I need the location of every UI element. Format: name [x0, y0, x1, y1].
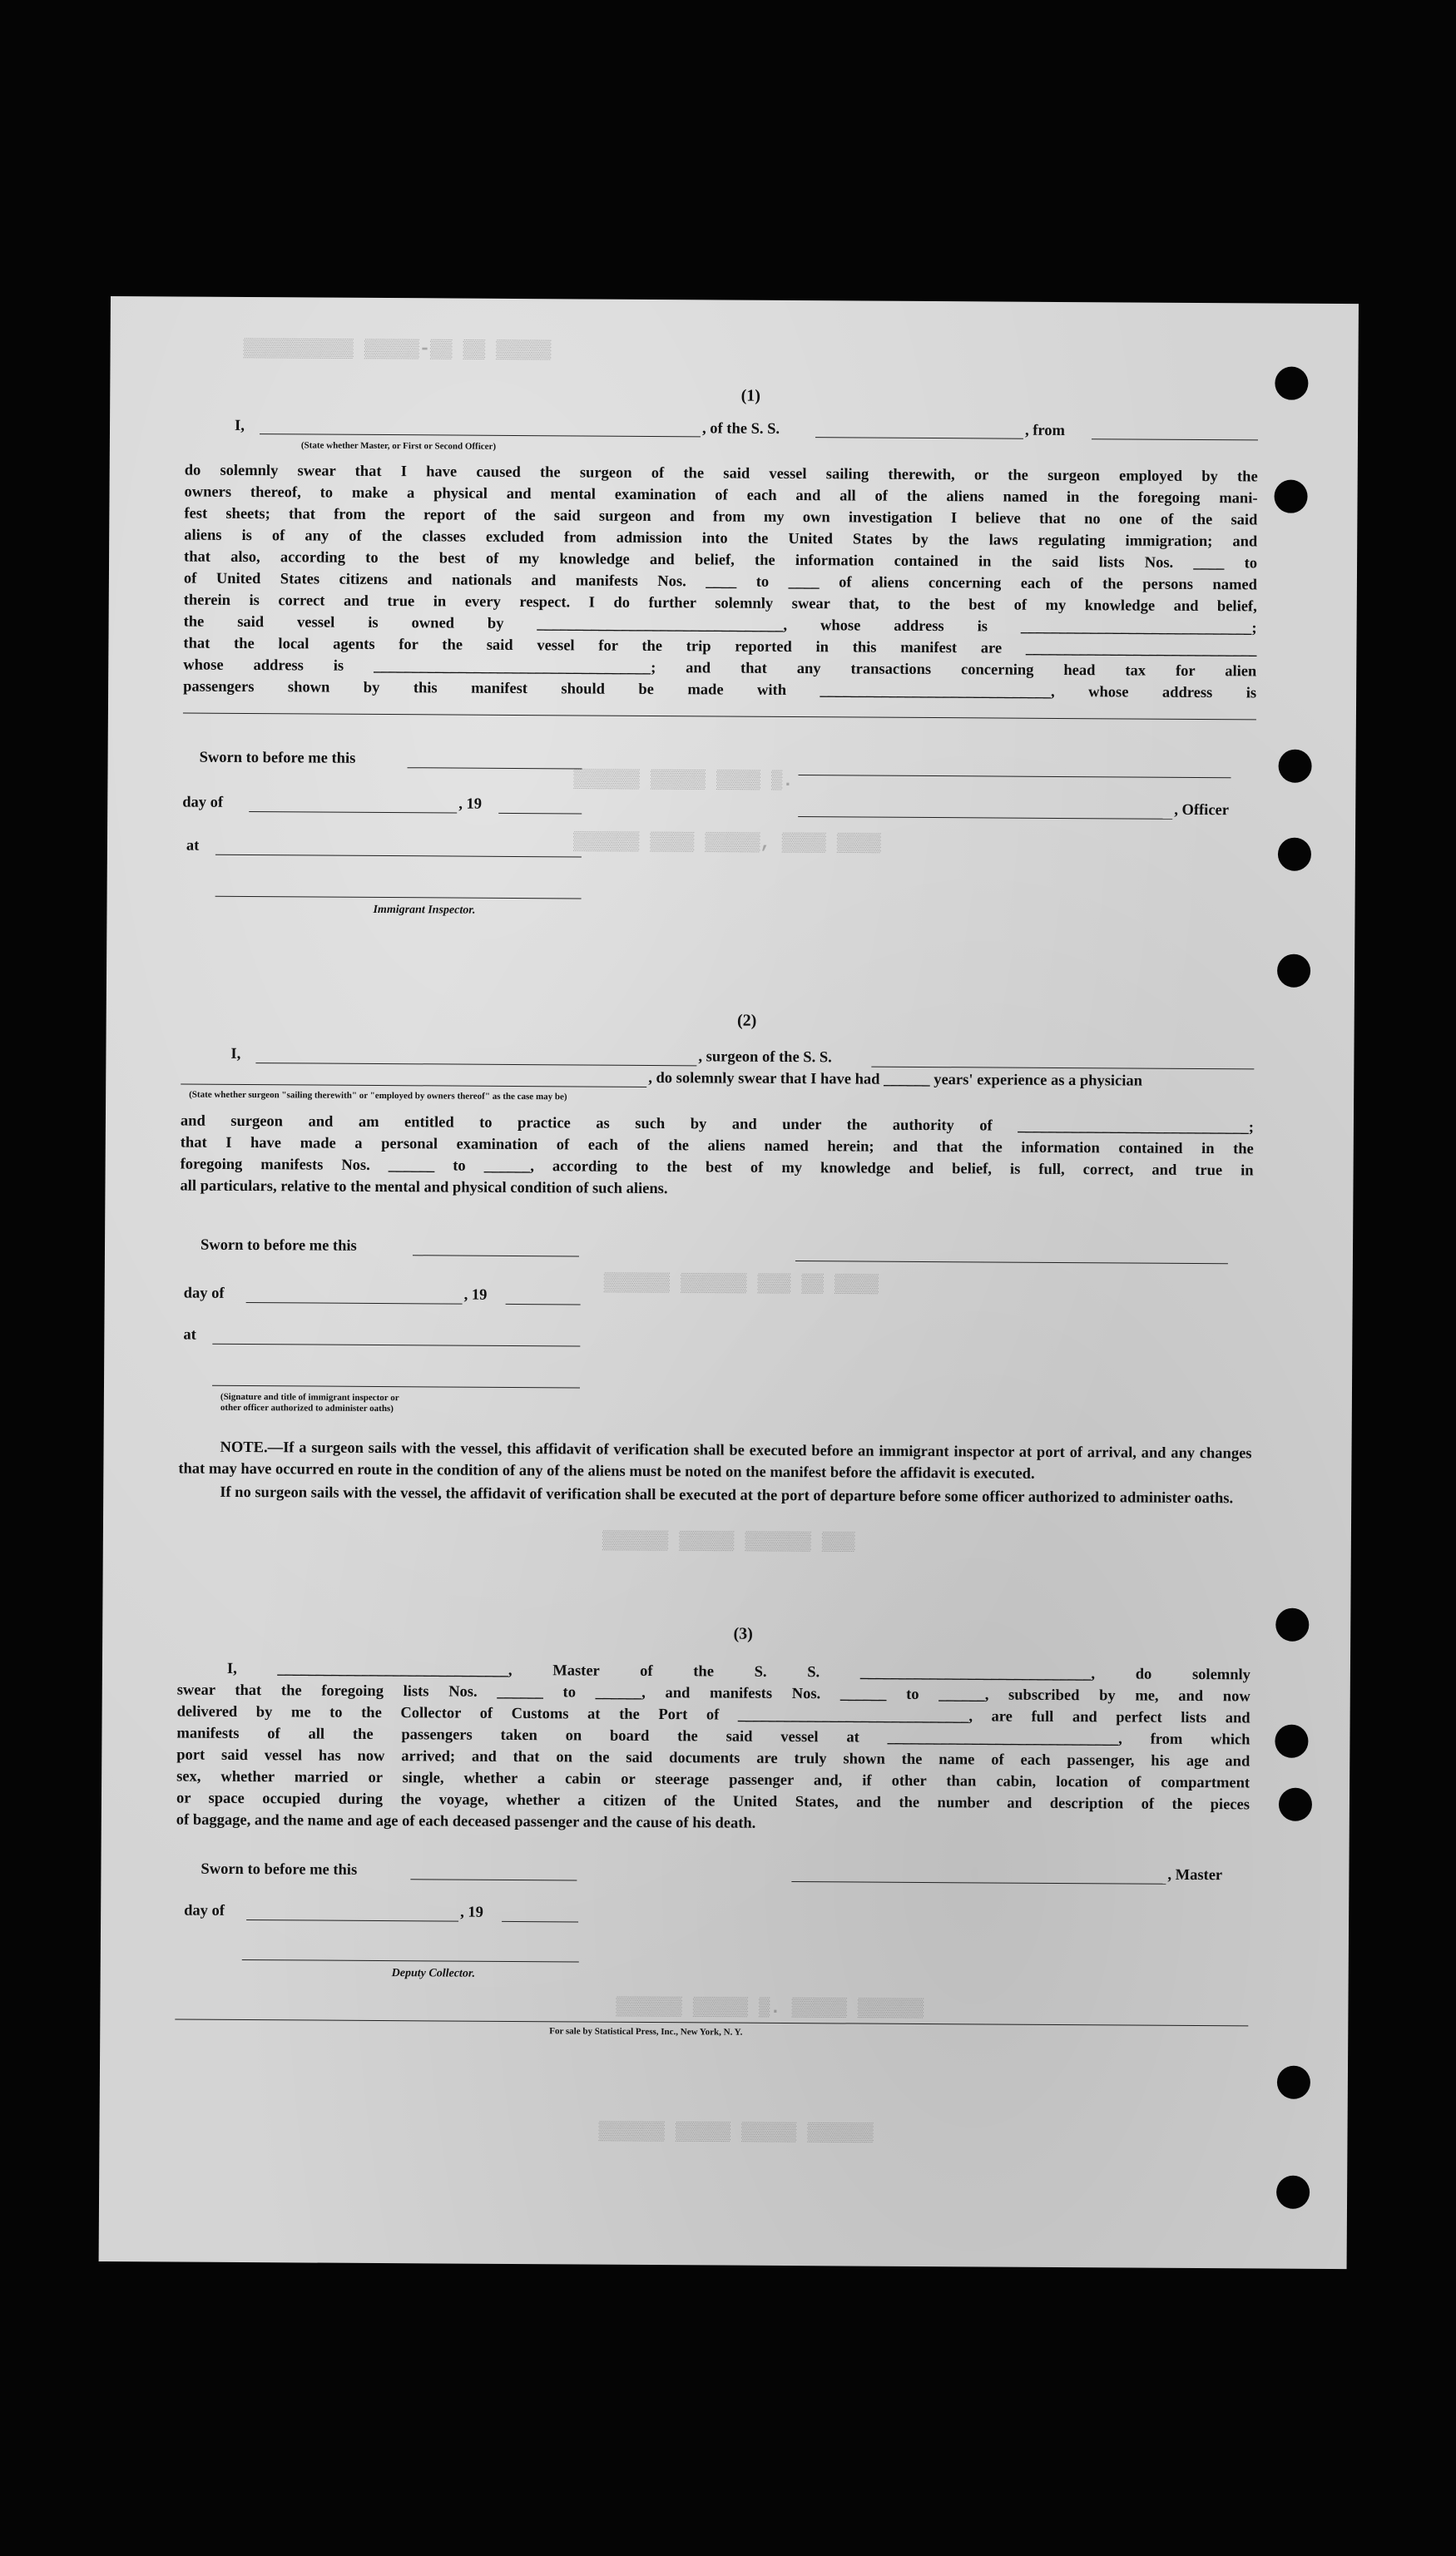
printer-imprint: For sale by Statistical Press, Inc., New York, N. Y. [549, 2026, 743, 2038]
punch-hole [1274, 480, 1307, 513]
s3-year-label: , 19 [460, 1904, 483, 1921]
s1-ss-label: , of the S. S. [701, 420, 780, 438]
s2-right-blank [795, 1261, 1228, 1264]
s3-sworn-blank [410, 1879, 577, 1880]
oath-line: aliens is of any of the classes excluded from admission into the United States by the laws regulating immigration; and [184, 527, 1258, 551]
oath-line: passengers shown by this manifest should be made with ______________________________, whose address is [183, 678, 1257, 702]
section-number: (3) [733, 1624, 753, 1643]
bottom-rule [175, 2019, 1248, 2027]
oath-line: I, ______________________________, Master of the S. S. ______________________________, do solemnly [226, 1660, 1250, 1684]
s1-name-blank [260, 433, 701, 437]
s2-signature-caption [220, 1392, 399, 1414]
section-number: (1) [740, 386, 761, 405]
oath-line: swear that the foregoing lists Nos. ______ to ______, and manifests Nos. ______ to ______, subscribed by me, and now [176, 1682, 1250, 1706]
s2-year-label: , 19 [463, 1286, 488, 1304]
s3-collector-caption: Deputy Collector. [391, 1967, 476, 1980]
s3-master-blank [791, 1881, 1166, 1885]
s3-day-label: day of [184, 1902, 225, 1919]
s1-day-blank [249, 811, 457, 814]
caption-line: (Signature and title of immigrant inspector or [220, 1391, 399, 1404]
s2-oath-text [180, 1111, 1254, 1204]
oath-line: all particulars, relative to the mental and physical condition of such aliens. [180, 1177, 668, 1198]
s3-day-blank [246, 1919, 458, 1922]
punch-hole [1277, 2066, 1310, 2099]
s1-oath-text [183, 460, 1258, 705]
s1-inspector-caption: Immigrant Inspector. [373, 903, 476, 917]
s3-collector-signature-line [242, 1959, 579, 1962]
oath-line: delivered by me to the Collector of Customs at the Port of ______________________________, are full and perfect lists and [176, 1703, 1250, 1727]
oath-line: foregoing manifests Nos. ______ to ______, according to the best of my knowledge and belief, is full, correct, and true in [180, 1156, 1254, 1180]
s2-signature-line [212, 1385, 580, 1389]
s2-at-blank [212, 1344, 580, 1347]
punch-hole [1278, 838, 1311, 871]
punch-hole [1276, 2176, 1310, 2209]
s2-day-blank [246, 1302, 463, 1305]
s1-from-label: , from [1024, 422, 1066, 440]
bleed-through-texture: ▒▒▒▒▒ ▒▒ ▒▒-▒▒▒▒▒ ▒▒▒▒▒▒▒▒▒▒ [243, 336, 552, 360]
bleed-through-texture: ▒▒▒▒▒▒ ▒▒▒▒▒▒ ▒▒▒ ▒▒ ▒▒▒▒ [603, 1272, 879, 1295]
s1-officer-line-1 [798, 775, 1231, 778]
s1-at-label: at [186, 837, 200, 854]
oath-line: owners thereof, to make a physical and mental examination of each and all of the aliens named in the foregoing mani- [184, 483, 1258, 508]
s2-day-label: day of [183, 1285, 225, 1302]
oath-line: that also, according to the best of my knowledge and belief, the information contained in the said lists Nos. ____ to [184, 548, 1258, 572]
s2-ss-blank [871, 1067, 1254, 1070]
oath-line: whose address is ____________________________________; and that any transactions concerning head tax for alien [183, 656, 1257, 681]
s1-inspector-signature-line [215, 896, 582, 899]
oath-line: therein is correct and true in every respect. I do further solemnly swear that, to the best of my knowledge and belief, [183, 592, 1257, 616]
oath-line: of baggage, and the name and age of each deceased passenger and the cause of his death. [176, 1811, 756, 1832]
bleed-through-texture: ▒▒▒▒▒▒ ▒▒▒▒ ▒▒▒▒▒, ▒▒▒▒ ▒▒▒▒ [572, 831, 881, 854]
s1-at-blank [215, 854, 582, 858]
s2-sworn-label: Sworn to before me this [200, 1236, 357, 1255]
punch-hole [1278, 750, 1311, 783]
s1-address-blank [183, 713, 1256, 721]
oath-line: do solemnly swear that I have caused the surgeon of the said vessel sailing therewith, or the surgeon employed by the [184, 462, 1258, 486]
s2-experience-text: , do solemnly swear that I have had ______ years' experience as a physician [648, 1069, 1143, 1090]
s2-name-blank [255, 1063, 696, 1066]
s1-officer-label: , Officer [1174, 801, 1230, 820]
section-number: (2) [736, 1011, 757, 1030]
s1-year-label: , 19 [458, 795, 483, 813]
s2-year-blank [506, 1304, 581, 1305]
note-paragraph: If no surgeon sails with the vessel, the affidavit of verification shall be executed at the port of departure before some officer authorized to administer oaths. [220, 1484, 1234, 1508]
bleed-through-texture: ▒▒▒▒▒▒ ▒▒▒▒▒ ▒▒▒▒ ▒. [573, 769, 794, 792]
oath-line: manifests of all the passengers taken on board the said vessel at ______________________________, from which [176, 1725, 1250, 1749]
s3-sworn-label: Sworn to before me this [201, 1860, 358, 1879]
oath-line: that I have made a personal examination of each of the aliens named herein; and that the information contained in the [180, 1134, 1254, 1158]
s1-ss-blank [815, 437, 1023, 439]
punch-hole [1275, 1725, 1308, 1758]
s1-i-label: I, [234, 417, 245, 434]
bleed-through-texture: ▒▒▒▒▒▒ ▒▒▒▒▒ ▒▒▒▒▒▒ ▒▒▒ [602, 1530, 855, 1553]
s2-surgeon-label: , surgeon of the S. S. [698, 1048, 832, 1067]
s1-officer-caption: (State whether Master, or First or Second Officer) [300, 440, 497, 452]
s3-year-blank [502, 1921, 578, 1923]
s1-sworn-blank [408, 767, 582, 769]
manifest-form-sheet [99, 296, 1359, 2269]
s2-surgeon-caption: (State whether surgeon "sailing therewith" or "employed by owners thereof" as the case may be) [189, 1089, 567, 1102]
section-master-oath [185, 384, 1316, 409]
s1-year-blank [498, 813, 582, 815]
caption-line: other officer authorized to administer oaths) [220, 1402, 394, 1414]
s2-sworn-blank [413, 1255, 579, 1256]
oath-line: fest sheets; that from the report of the said surgeon and from my own investigation I believe that no one of the said [184, 505, 1258, 529]
s2-at-label: at [183, 1326, 196, 1344]
s1-officer-line-2 [798, 816, 1172, 820]
oath-line: sex, whether married or single, whether a cabin or steerage passenger and, if other than cabin, location of compartment [176, 1768, 1250, 1792]
s2-note [178, 1437, 1251, 1510]
section-master-oath-2 [177, 1622, 1309, 1647]
s3-master-label: , Master [1167, 1866, 1223, 1885]
oath-line: port said vessel has now arrived; and that on the said documents are truly shown the name of each passenger, his age and [176, 1746, 1250, 1771]
bleed-through-texture: ▒▒▒▒▒▒ ▒▒▒▒▒ ▒. ▒▒▒▒▒ ▒▒▒▒▒▒ [616, 1996, 924, 2020]
s1-from-blank [1092, 438, 1258, 440]
oath-line: the said vessel is owned by ________________________________, whose address is ______________________________; [183, 613, 1257, 637]
oath-line: and surgeon and am entitled to practice as such by and under the authority of ______________________________; [180, 1112, 1254, 1137]
s3-oath-text [176, 1658, 1250, 1838]
s1-sworn-label: Sworn to before me this [199, 749, 356, 767]
oath-line: or space occupied during the voyage, whether a citizen of the United States, and the number and description of the pieces [176, 1790, 1250, 1814]
s2-capacity-blank [181, 1084, 646, 1087]
oath-line: that the local agents for the said vessel for the trip reported in this manifest are ______________________________ [183, 635, 1257, 659]
s2-i-label: I, [230, 1045, 241, 1063]
punch-hole [1279, 1788, 1312, 1821]
punch-hole [1277, 954, 1310, 988]
section-surgeon-oath [181, 1008, 1313, 1034]
oath-line: of United States citizens and nationals and manifests Nos. ____ to ____ of aliens concerning each of the persons named [183, 570, 1257, 594]
s1-day-label: day of [182, 794, 224, 811]
note-paragraph: NOTE.—If a surgeon sails with the vessel, this affidavit of verification shall be executed before an immigrant inspector at port of arrival, and any changes that may have occurred en route in the condition of any of the aliens must be noted on the manifest before the affidavit is executed. [178, 1439, 1252, 1483]
bleed-through-texture: ▒▒▒▒▒▒ ▒▒▒▒▒ ▒▒▒▒▒ ▒▒▒▒▒▒ [598, 2121, 874, 2144]
